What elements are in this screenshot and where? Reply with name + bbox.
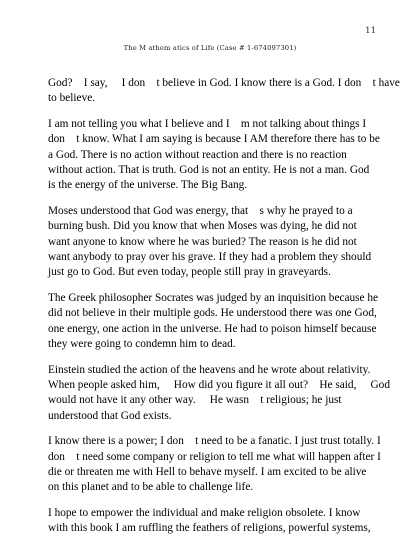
body-text bbox=[48, 76, 400, 547]
text-line: on this planet and to be able to challenge life. bbox=[48, 481, 254, 494]
text-line: understood that God exists. bbox=[48, 409, 172, 422]
text-line: When people asked him, How did you figure it all out? He said, God bbox=[48, 378, 390, 391]
text-line: to believe. bbox=[48, 92, 96, 105]
paragraph bbox=[48, 363, 390, 425]
text-line: did not believe in their multiple gods. He understood there was one God, bbox=[48, 307, 377, 320]
text-line: don t know. What I am saying is because I AM therefore there has to be bbox=[48, 133, 380, 146]
text-line: The Greek philosopher Socrates was judged by an inquisition because he bbox=[48, 291, 379, 304]
text-line: I hope to empower the individual and make religion obsolete. I know bbox=[48, 506, 361, 519]
text-line: without action. That is truth. God is not an entity. He is not a man. God bbox=[48, 164, 370, 177]
paragraph bbox=[48, 434, 383, 496]
text-line: I know there is a power; I don t need to be a fanatic. I just trust totally. I bbox=[48, 435, 381, 448]
text-line: I am not telling you what I believe and I m not talking about things I bbox=[48, 117, 367, 130]
paragraph bbox=[48, 506, 383, 537]
text-line: Einstein studied the action of the heavens and he wrote about relativity. bbox=[48, 363, 371, 376]
text-line: they were going to condemn him to dead. bbox=[48, 338, 236, 351]
text-line: just go to God. But even today, people still pray in graveyards. bbox=[48, 266, 331, 279]
text-line: God? I say, I don t believe in God. I know there is a God. I don t have bbox=[48, 77, 400, 89]
text-line: want anyone to know where he was buried? The reason is he did not bbox=[48, 235, 357, 248]
text-line: burning bush. Did you know that when Moses was dying, he did not bbox=[48, 220, 357, 233]
paragraph bbox=[48, 76, 400, 107]
paragraph bbox=[48, 291, 383, 353]
text-line: with this book I am ruffling the feathers of religions, powerful systems, bbox=[48, 522, 371, 535]
text-line: want anybody to pray over his grave. If they had a problem they should bbox=[48, 251, 372, 264]
paragraph bbox=[48, 117, 383, 194]
text-line: would not have it any other way. He wasn t religious; he just bbox=[48, 394, 342, 407]
text-line: don t need some company or religion to tell me what will happen after I bbox=[48, 450, 381, 463]
text-line: is the energy of the universe. The Big Bang. bbox=[48, 179, 248, 192]
text-line: Moses understood that God was energy, that s why he prayed to a bbox=[48, 204, 353, 217]
text-line: one energy, one action in the universe. He had to poison himself because bbox=[48, 322, 377, 335]
paragraph bbox=[48, 204, 383, 281]
running-header: The M athem atics of Life (Case # 1-674097301) bbox=[123, 44, 297, 52]
page-number: 11 bbox=[365, 26, 376, 36]
text-line: a God. There is no action without reaction and there is no reaction bbox=[48, 148, 347, 161]
text-line: die or threaten me with Hell to behave myself. I am excited to be alive bbox=[48, 465, 367, 478]
